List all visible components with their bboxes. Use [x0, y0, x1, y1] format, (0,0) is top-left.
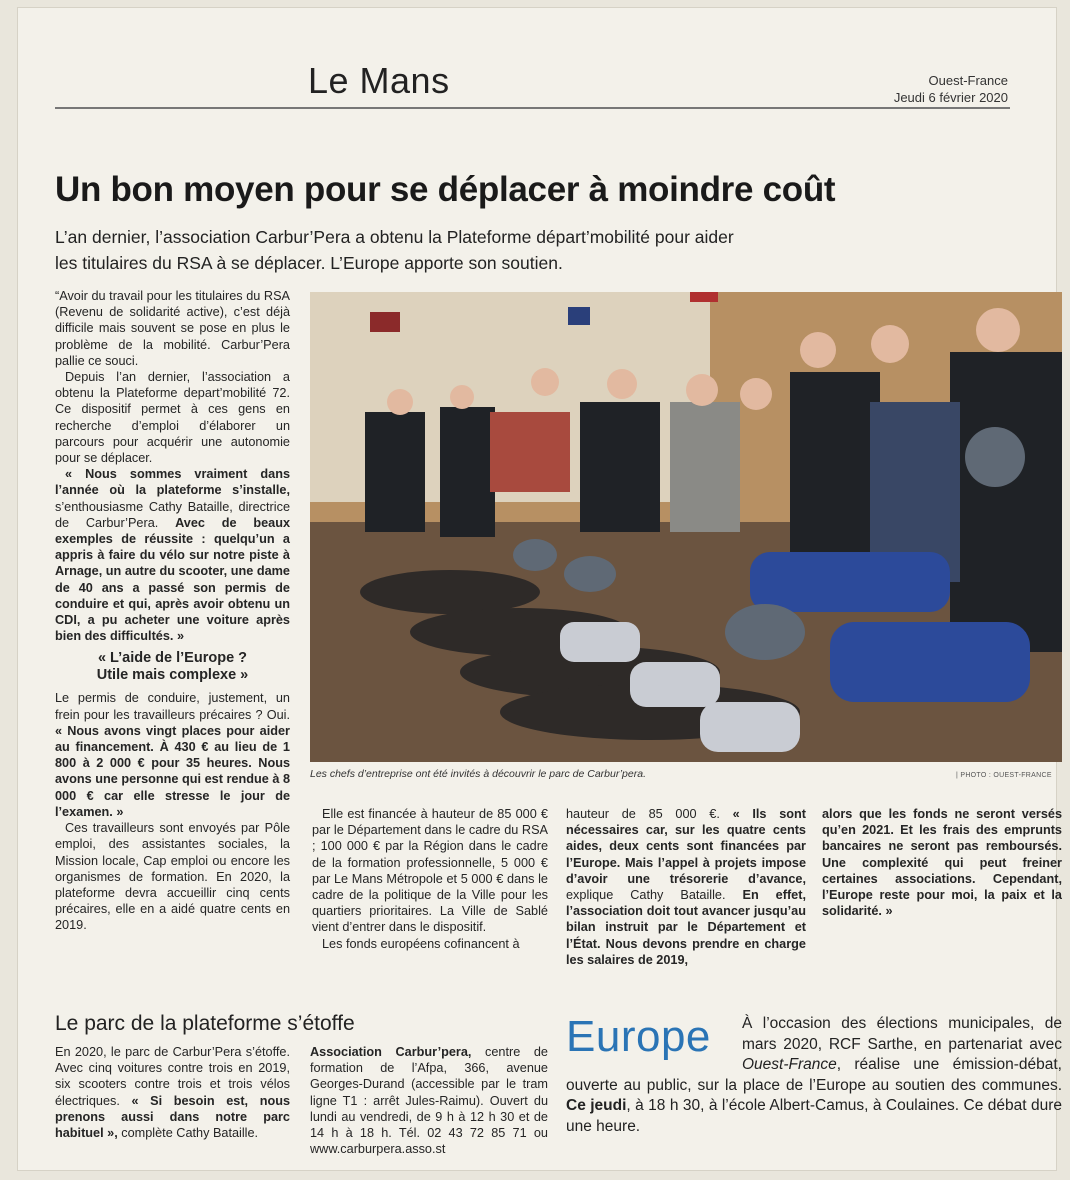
europe-text: , à 18 h 30, à l’école Albert-Camus, à Coulaines. Ce débat dure une heure. — [566, 1097, 1062, 1135]
paragraph: Depuis l’an dernier, l’association a obtenu la Plateforme depart’mobilité 72. Ce dispositif permet à ces gens en recherche d’emploi d’élaborer un parcours pour acquérir une autonomie pour se déplacer. — [55, 370, 290, 466]
quote: « Si besoin est, nous prenons aussi dans notre parc habituel », — [55, 1093, 290, 1141]
article-column-3 — [566, 806, 806, 968]
paragraph — [55, 690, 290, 820]
standfirst — [55, 224, 875, 276]
attribution: explique Cathy Bataille. — [566, 888, 743, 903]
paragraph: Les fonds européens cofinancent à — [322, 936, 520, 951]
quote: alors que les fonds ne seront versés qu’en 2021. Et les frais des emprunts bancaires ne seront pas remboursés. Une complexité qui peut freiner certaines associations. Cependant, l’Europe reste pour moi, la paix et la solidarité. » — [822, 807, 1062, 919]
standfirst-line-1: L’an dernier, l’association Carbur’Pera a obtenu la Plateforme départ’mobilité pour aider — [55, 227, 734, 247]
attribution: s’enthousiasme Cathy Bataille, directrice de Carbur’Pera. — [55, 499, 290, 530]
box-title: Le parc de la plateforme s’étoffe — [55, 1012, 355, 1035]
quote: En effet, l’association doit tout avancer jusqu’au bilan instruit par le Département et l’État. Nous devons prendre en charge les salaires de 2019, — [566, 888, 806, 967]
association-details: centre de formation de l’Afpa, 366, avenue Georges-Durand (accessible par le tram ligne T1 : arrêt Jules-Raimu). Ouvert du lundi au vendredi, de 9 h à 12 h 30 et de 14 h à 18 h. Tél. 02 43 72 85 71 ou www.carburpera.asso.st — [310, 1045, 548, 1157]
paragraph — [566, 806, 806, 968]
europe-text: , réalise une émission-débat, ouverte au public, sur la place de l’Europe au soutien des communes. — [566, 1056, 1062, 1094]
europe-text: À l’occasion des élections municipales, de mars 2020, RCF Sarthe, en partenariat avec — [742, 1015, 1062, 1053]
text: Le permis de conduire, justement, un frein pour les travailleurs précaires ? Oui. — [55, 691, 290, 722]
box-column-1 — [55, 1044, 290, 1141]
standfirst-line-2: les titulaires du RSA à se déplacer. L’Europe apporte son soutien. — [55, 253, 563, 273]
newspaper-name: Ouest-France — [928, 73, 1008, 88]
paragraph: Elle est financée à hauteur de 85 000 € par le Département dans le cadre du RSA ; 100 000 € par la Région dans le cadre de la formation professionnelle, 5 000 € par Le Mans Métropole et 5 000 € dans le cadre de la politique de la Ville pour les quartiers prioritaires. La Ville de Sablé vient d’entrer dans le dispositif. — [312, 807, 548, 935]
paragraph — [310, 1044, 548, 1157]
headline: Un bon moyen pour se déplacer à moindre coût — [55, 170, 836, 209]
text: En 2020, le parc de Carbur’Pera s’étoffe. Avec cinq voitures contre trois en 2019, six scooters contre trois et trois vélos électriques. — [55, 1045, 290, 1108]
quote: « Ils sont nécessaires car, sur les quatre cents aides, deux cents sont financées par l’Europe. Mais l’appel à projets impose d’avoir une trésorerie d’avance, — [566, 807, 806, 886]
europe-title: Europe — [566, 1012, 711, 1061]
intertitle-line-1: « L’aide de l’Europe ? — [97, 650, 248, 667]
newspaper-reference: Ouest-France — [742, 1056, 837, 1073]
intertitle — [55, 650, 290, 684]
publication-date: Jeudi 6 février 2020 — [893, 90, 1008, 105]
event-day: Ce jeudi — [566, 1097, 627, 1114]
article-column-4 — [822, 806, 1062, 919]
paragraph: “Avoir du travail pour les titulaires du RSA (Revenu de solidarité active), c’est déjà difficile mais souvent se pose en plus le problème de la mobilité. Carbur’Pera pallie ce souci. — [55, 289, 290, 368]
attribution: complète Cathy Bataille. — [117, 1126, 259, 1141]
photo-credit: | PHOTO : OUEST-FRANCE — [956, 772, 1052, 779]
quote: « Nous avons vingt places pour aider au financement. À 430 € au lieu de 1 800 à 2 000 € pour 35 heures. Nous avons une personne qui est rendue à 8 000 € car elle stresse le jour de l’examen. » — [55, 723, 290, 819]
paragraph: Ces travailleurs sont envoyés par Pôle emploi, des assistantes sociales, la Mission locale, Cap emploi ou encore les organismes de formation. En 2020, la plateforme devra accueillir cinq cents précaires, elle en a aidé quatre cents en 2019. — [55, 821, 290, 933]
association-name: Association Carbur’pera, — [310, 1045, 472, 1059]
quote: Avec de beaux exemples de réussite : quelqu’un a appris à faire du vélo sur notre piste à Arnage, un autre du scooter, une dame de 40 ans a passé son permis de conduire et qui, après avoir obtenu un CDI, a pu acheter une voiture après bien des difficultés. » — [55, 515, 291, 644]
text: hauteur de 85 000 €. — [566, 807, 733, 821]
section-title: Le Mans — [308, 60, 450, 101]
paragraph — [822, 806, 1062, 919]
header-rule — [55, 107, 1010, 109]
photo-caption: Les chefs d’entreprise ont été invités à découvrir le parc de Carbur’pera. — [310, 768, 646, 780]
intertitle-line-2: Utile mais complexe » — [96, 667, 249, 684]
box-column-2 — [310, 1044, 548, 1157]
masthead-info — [852, 72, 1008, 106]
article-column-2 — [312, 806, 548, 952]
quote: « Nous sommes vraiment dans l’année où la plateforme s’installe, — [55, 467, 290, 498]
article-column-1 — [55, 288, 290, 934]
photo-illustration — [310, 292, 1062, 762]
paragraph — [55, 466, 290, 644]
article-photo — [310, 292, 1062, 762]
paragraph — [55, 1044, 290, 1141]
